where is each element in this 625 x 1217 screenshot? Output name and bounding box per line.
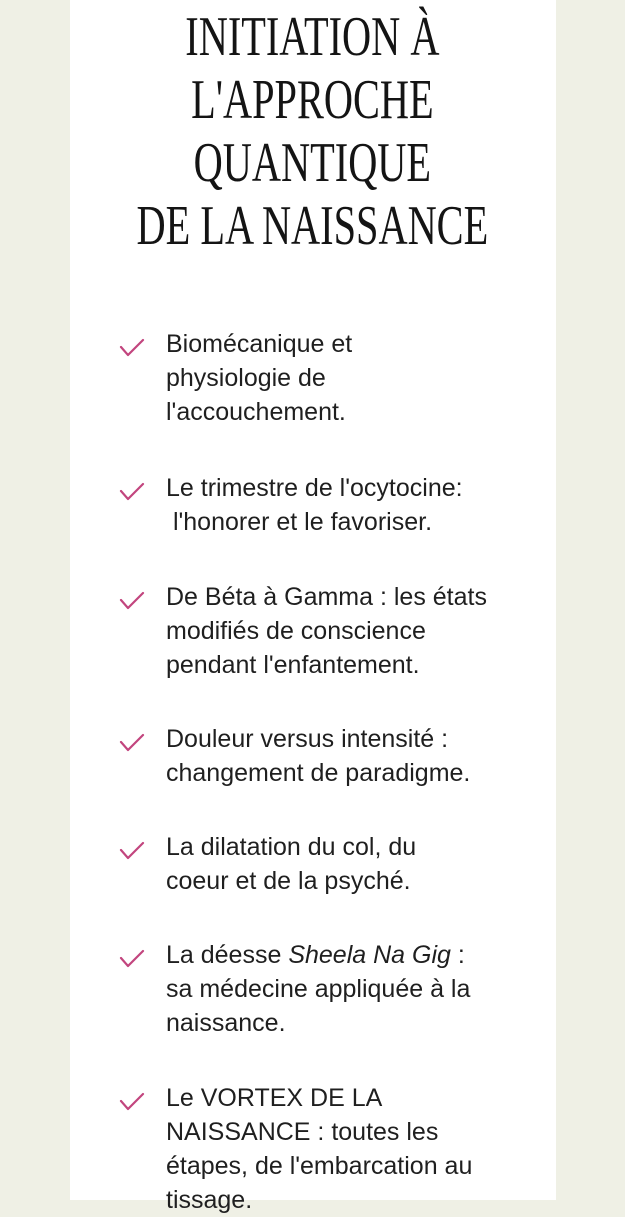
check-icon <box>116 838 148 862</box>
list-item-line: pendant l'enfantement. <box>166 651 420 679</box>
list-item-line: La dilatation du col, du <box>166 833 417 861</box>
goddess-name: Sheela Na Gig <box>288 941 451 969</box>
list-item-line: l'honorer et le favoriser. <box>166 508 433 536</box>
title-line: INITIATION À <box>185 6 440 68</box>
list-item-line: Biomécanique et <box>166 330 353 358</box>
list-item-text <box>166 722 566 790</box>
check-icon <box>116 479 148 503</box>
list-item-text-part: La déesse <box>166 941 289 969</box>
list-item-text <box>166 327 566 429</box>
list-item-line: NAISSANCE : toutes les <box>166 1118 439 1146</box>
list-item-text <box>166 830 566 898</box>
check-icon <box>116 1089 148 1113</box>
title-line: DE LA NAISSANCE <box>136 195 489 257</box>
list-item-line: l'accouchement. <box>166 398 346 426</box>
list-item-line: Le trimestre de l'ocytocine: <box>166 474 463 502</box>
list-item-line: De Béta à Gamma : les états <box>166 583 487 611</box>
list-item-line: modifiés de conscience <box>166 617 426 645</box>
title-line: QUANTIQUE <box>193 132 432 194</box>
check-icon <box>116 946 148 970</box>
list-item-line: sa médecine appliquée à la <box>166 975 471 1003</box>
title-line: L'APPROCHE <box>191 69 434 131</box>
list-item-text <box>166 1081 566 1217</box>
list-item-line <box>166 938 566 972</box>
list-item-line: tissage. <box>166 1186 253 1214</box>
check-icon <box>116 588 148 612</box>
list-item-line: coeur et de la psyché. <box>166 867 411 895</box>
list-item-line: naissance. <box>166 1009 286 1037</box>
check-icon <box>116 730 148 754</box>
list-item-line: étapes, de l'embarcation au <box>166 1152 473 1180</box>
list-item-text <box>166 580 566 682</box>
list-item-line: changement de paradigme. <box>166 759 471 787</box>
list-item-line: physiologie de <box>166 364 326 392</box>
list-item-text <box>166 938 566 1040</box>
list-item-text-part: : <box>450 941 465 969</box>
list-item-text <box>166 471 566 539</box>
list-item-line: Le VORTEX DE LA <box>166 1084 383 1112</box>
check-icon <box>116 335 148 359</box>
list-item-line: Douleur versus intensité : <box>166 725 449 753</box>
